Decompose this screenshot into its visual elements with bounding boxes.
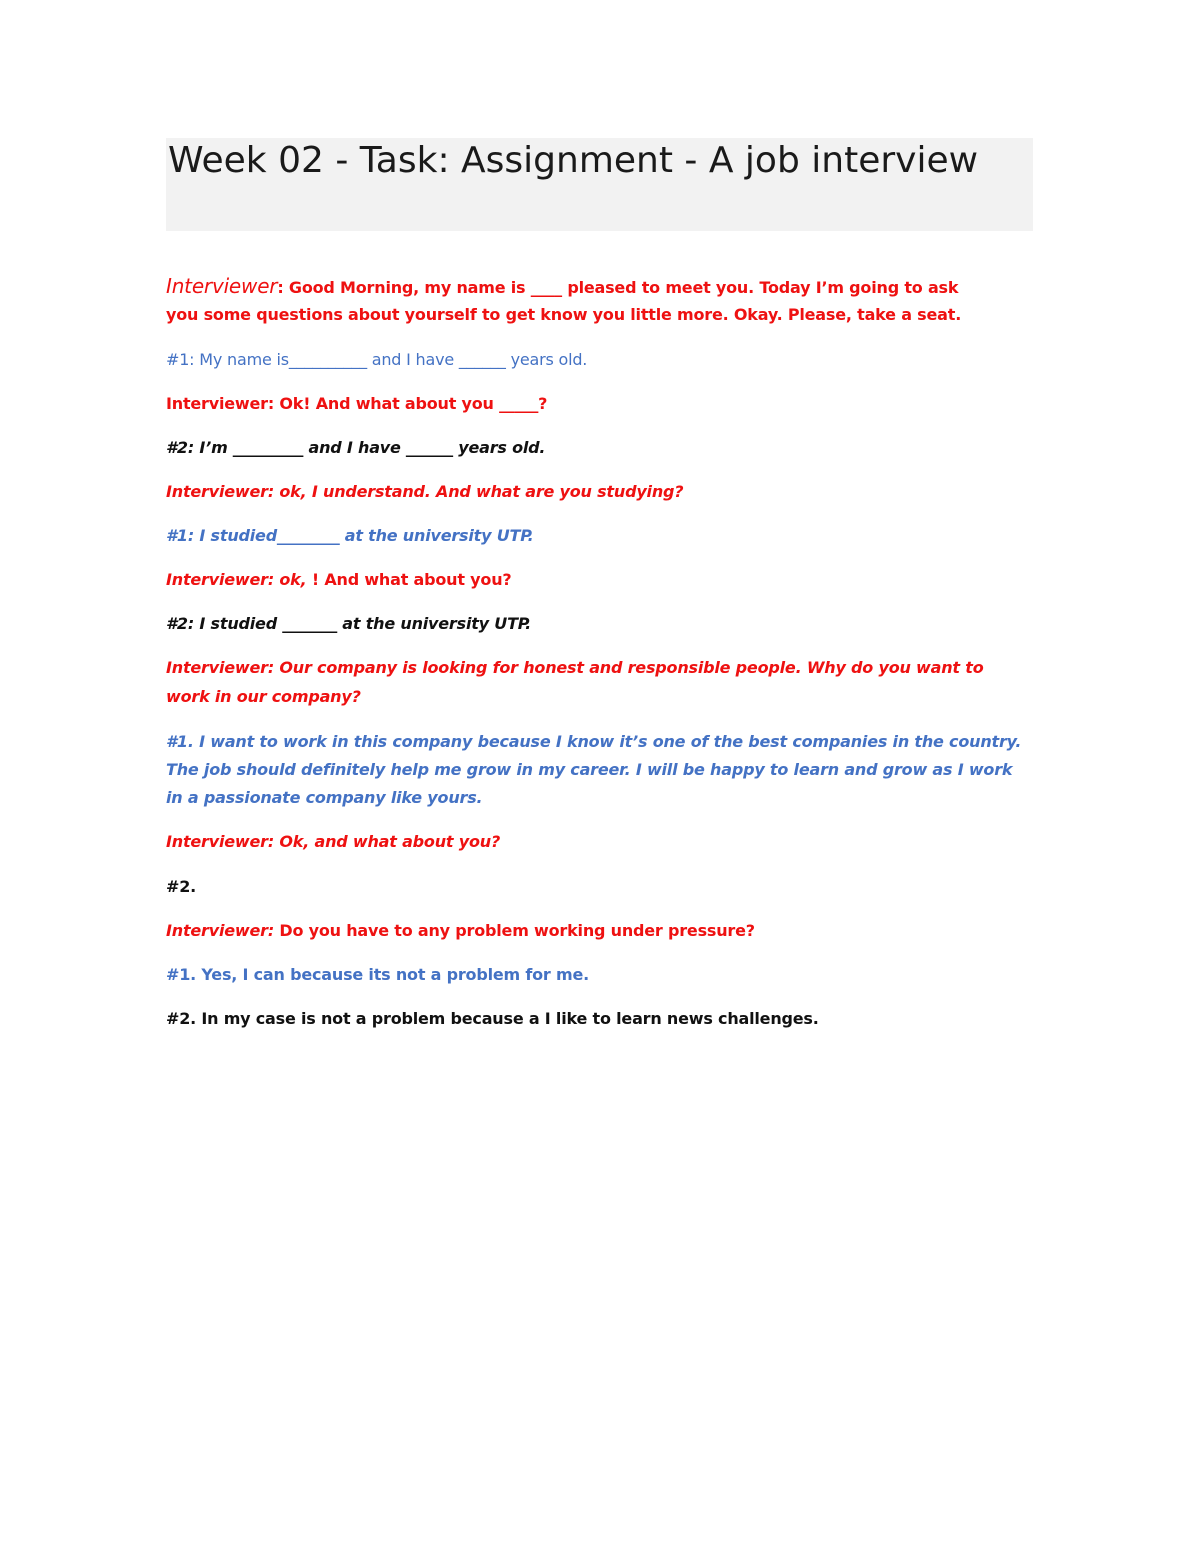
candidate2-empty-answer: #2.: [166, 877, 197, 896]
interviewer-intro-line2: you some questions about yourself to get know you little more. Okay. Please, take a seat.: [166, 305, 962, 324]
candidate1-studies-line: #1: I studied________ at the university UTP.: [166, 526, 534, 545]
candidate1-answer-line2: The job should definitely help me grow in my career. I will be happy to learn and grow as I work: [166, 760, 1013, 779]
interviewer-pressure-question: [166, 917, 1046, 945]
interviewer-speaker-label: Interviewer: [166, 274, 278, 298]
pressure-question-text: Do you have to any problem working under pressure?: [274, 921, 755, 940]
candidate2-name-line: #2: I’m _________ and I have ______ years old.: [166, 438, 546, 457]
candidate2-pressure-answer: #2. In my case is not a problem because a I like to learn news challenges.: [166, 1009, 819, 1028]
interviewer-label: Interviewer:: [166, 921, 275, 940]
candidate1-name-line: #1: My name is__________ and I have ______ years old.: [166, 350, 588, 369]
candidate1-answer-line3: in a passionate company like yours.: [166, 788, 483, 807]
interviewer-what-about-you: Interviewer: Ok, and what about you?: [166, 832, 501, 851]
candidate2-studies-line: #2: I studied _______ at the university UTP.: [166, 614, 532, 633]
intro-text-1: Good Morning, my name is ____ pleased to meet you. Today I’m going to ask: [288, 278, 959, 297]
interviewer-ask-studies: Interviewer: ok, I understand. And what are you studying?: [166, 482, 684, 501]
interviewer-company-question-line1: Interviewer: Our company is looking for honest and responsible people. Why do you want to: [166, 658, 984, 677]
interviewer-ask-name: Interviewer: Ok! And what about you _____?: [166, 394, 548, 413]
interviewer-intro-line1: [166, 272, 1046, 302]
candidate1-pressure-answer: #1. Yes, I can because its not a problem for me.: [166, 965, 589, 984]
interviewer-what-about-part: ! And what about you?: [311, 570, 512, 589]
page-title: Week 02 - Task: Assignment - A job interview: [168, 140, 979, 181]
candidate1-answer-line1: #1. I want to work in this company because I know it’s one of the best companies in the country.: [166, 732, 1022, 751]
interviewer-ask-studies-2: [166, 566, 1046, 594]
speaker-colon: :: [277, 278, 289, 297]
interviewer-ok-part: Interviewer: ok,: [166, 570, 312, 589]
interviewer-company-question-line2: work in our company?: [166, 687, 361, 706]
